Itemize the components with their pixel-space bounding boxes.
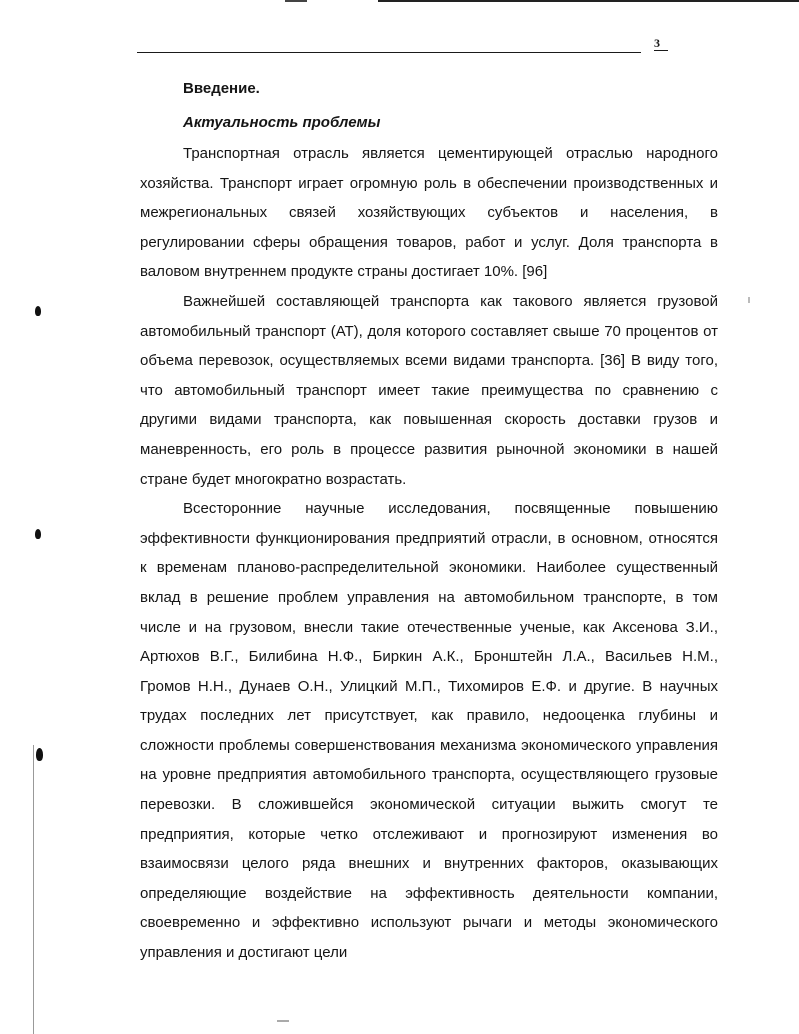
- body-text: [140, 139, 718, 968]
- margin-mark: [36, 748, 43, 761]
- paragraph-2: Важнейшей составляющей транспорта как такового является грузовой автомобильный транспорт (АТ), доля которого составляет свыше 70 процентов от объема перевозок, осуществляемых всеми видами транспорта. [36] В виду того, что автомобильный транспорт имеет такие преимущества по сравнению с другими видами транспорта, как повышенная скорость доставки грузов и маневренность, его роль в процессе развития рыночной экономики в нашей стране будет многократно возрастать.: [140, 292, 718, 488]
- section-heading: Введение.: [183, 80, 260, 97]
- paragraph-1: Транспортная отрасль является цементирующей отраслью народного хозяйства. Транспорт играет огромную роль в обеспечении производственных и межрегиональных связей хозяйствующих субъектов и населения, в регулировании сферы обращения товаров, работ и услуг. Доля транспорта в валовом внутреннем продукте страны достигает 10%. [96]: [140, 145, 718, 281]
- scan-edge-line: [33, 745, 34, 1034]
- page-number-underline: [654, 50, 668, 51]
- margin-mark: [35, 306, 41, 316]
- paragraph-3: Всесторонние научные исследования, посвященные повышению эффективности функционирования предприятий отрасли, в основном, относятся к временам планово-распределительной экономики. Наиболее существенный вклад в решение проблем управления на автомобильном транспорте, в том числе и на грузовом, внесли такие отечественные ученые, как Аксенова З.И., Артюхов В.Г., Билибина Н.Ф., Биркин А.К., Бронштейн Л.А., Васильев Н.М., Громов Н.Н., Дунаев О.Н., Улицкий М.П., Тихомиров Е.Ф. и другие. В научных трудах последних лет присутствует, как правило, недооценка глубины и сложности проблемы совершенствования механизма экономического управления на уровне предприятия автомобильного транспорта, осуществляющего грузовые перевозки. В сложившейся экономической ситуации выжить смогут те предприятия, которые четко отслеживают и прогнозируют изменения во взаимосвязи целого ряда внешних и внутренних факторов, оказывающих определяющие воздействие на эффективность деятельности компании, своевременно и эффективно используют рычаги и методы экономического управления и достигают цели: [140, 500, 718, 962]
- scan-artifact-top-right: [378, 0, 799, 2]
- section-subheading: Актуальность проблемы: [183, 114, 381, 131]
- margin-mark: [35, 529, 41, 539]
- scan-artifact-top-left: [285, 0, 307, 2]
- scan-speck: [748, 297, 750, 303]
- scan-speck: [277, 1020, 289, 1022]
- header-rule: [137, 52, 641, 53]
- page-number: 3: [654, 36, 660, 50]
